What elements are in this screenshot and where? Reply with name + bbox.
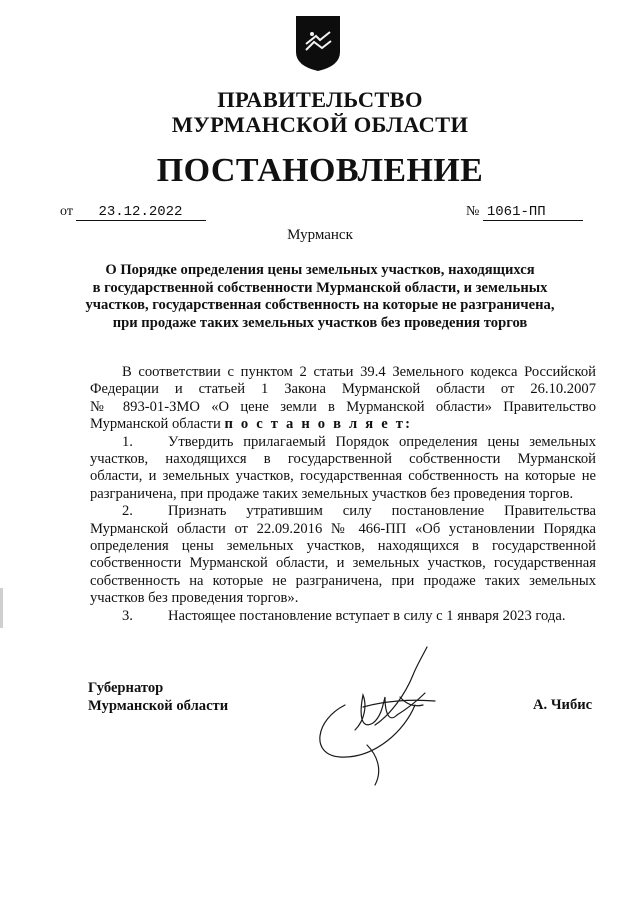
item-text: Утвердить прилагаемый Порядок определения цены земельных — [168, 433, 596, 450]
item-line — [90, 503, 596, 520]
government-name-line2: МУРМАНСКОЙ ОБЛАСТИ — [171, 112, 469, 137]
document-type-heading: ПОСТАНОВЛЕНИЕ — [156, 152, 484, 189]
title-line: при продаже таких земельных участков без проведения торгов — [112, 314, 528, 331]
date-prefix: от — [60, 204, 73, 219]
item-line: собственность на которые не разграничена, при продаже таких земельных — [90, 572, 596, 589]
preamble-line — [90, 416, 596, 433]
title-line: в государственной собственности Мурманской области, и земельных — [92, 279, 548, 296]
document-date-row — [60, 204, 206, 221]
document-number-row — [466, 204, 583, 221]
position-line: Мурманской области — [88, 697, 229, 714]
signatory-name: А. Чибис — [533, 697, 593, 713]
item-line: разграничена, при продаже таких земельных участков без проведения торгов. — [90, 485, 574, 502]
handwritten-signature-icon — [305, 635, 455, 790]
document-body — [90, 364, 596, 625]
item-line: участков, находящихся в государственной собственности Мурманской — [90, 451, 596, 468]
item-text: Настоящее постановление вступает в силу с 1 января 2023 года. — [168, 607, 566, 624]
preamble-line: № 893-01-ЗМО «О цене земли в Мурманской области» Правительство — [90, 398, 596, 415]
document-number: 1061-ПП — [483, 204, 583, 221]
title-line: О Порядке определения цены земельных участков, находящихся — [105, 262, 535, 278]
item-text: Признать утратившим силу постановление Правительства — [168, 503, 596, 520]
scan-edge-mark — [0, 588, 3, 628]
item-line — [90, 608, 596, 625]
item-number: 2. — [122, 503, 133, 520]
document-date: 23.12.2022 — [76, 204, 206, 221]
title-line: участков, государственная собственность на которые не разграничена, — [85, 297, 555, 313]
city-name: Мурманск — [287, 227, 353, 243]
preamble-last-fragment: Мурманской области — [90, 416, 221, 433]
item-line: Мурманской области от 22.09.2016 № 466-ПП «Об установлении Порядка — [90, 520, 596, 537]
signatory-position — [88, 680, 228, 715]
preamble-line: Федерации и статьей 1 Закона Мурманской области от 26.10.2007 — [90, 381, 596, 398]
item-number: 1. — [122, 433, 133, 450]
number-prefix: № — [466, 204, 480, 219]
government-name-line1: ПРАВИТЕЛЬСТВО — [217, 87, 423, 112]
document-title — [80, 262, 560, 332]
decree-word: п о с т а н о в л я е т: — [224, 416, 413, 433]
item-line: области, и земельных участков, государственная собственность на которые не — [90, 468, 596, 485]
item-line: определения цены земельных участков, находящихся в государственной — [90, 538, 596, 555]
preamble-line: В соответствии с пунктом 2 статьи 39.4 Земельного кодекса Российской — [122, 364, 596, 380]
item-line: участков без проведения торгов». — [90, 590, 299, 607]
item-line — [90, 434, 596, 451]
item-number: 3. — [122, 607, 133, 624]
coat-of-arms-icon — [294, 14, 342, 72]
item-line: собственности Мурманской области, и земельных участков, государственная — [90, 555, 596, 572]
position-line: Губернатор — [88, 680, 164, 696]
